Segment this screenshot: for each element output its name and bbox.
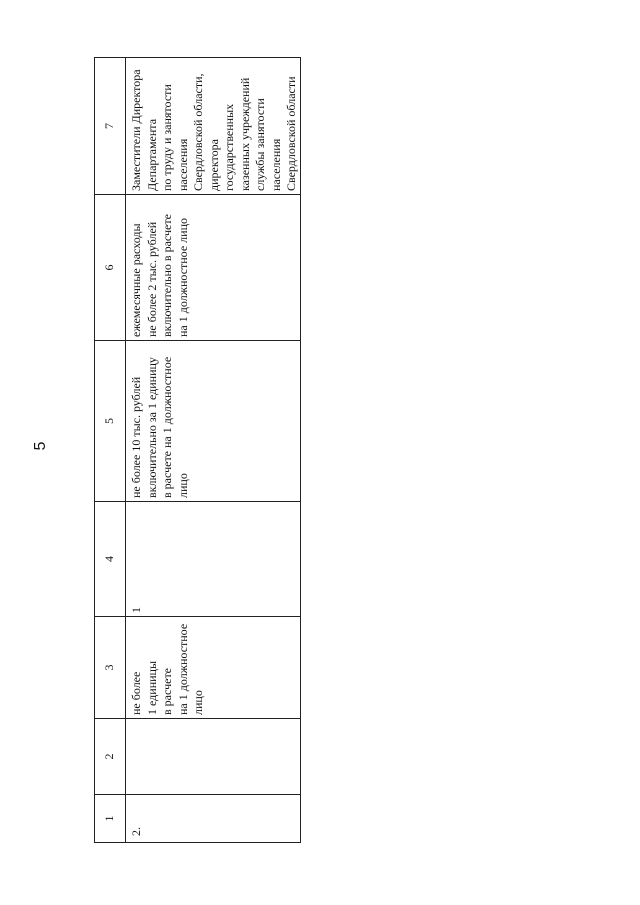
column-header-3: 3: [95, 617, 126, 719]
cell-text: не более 1 единицы в расчете на 1 должностное лицо: [129, 623, 205, 715]
table-container: [94, 58, 297, 843]
cell-col-2: [126, 719, 301, 795]
cell-positions: [126, 58, 301, 195]
cell-row-number: [126, 795, 301, 843]
page-number: 5: [32, 441, 49, 451]
data-table: [94, 57, 301, 843]
cell-monthly-expense: [126, 195, 301, 341]
table-header-row: [95, 58, 126, 843]
table-row: [126, 58, 301, 843]
column-header-5: 5: [95, 341, 126, 502]
rotated-table-frame: [94, 58, 297, 843]
cell-text: 1: [129, 607, 143, 613]
column-header-4: 4: [95, 502, 126, 617]
cell-text: не более 10 тыс. рублей включительно за 1 единицу в расчете на 1 должностное лицо: [129, 356, 190, 498]
column-header-1: 1: [95, 795, 126, 843]
cell-col-4: [126, 502, 301, 617]
column-header-7: 7: [95, 58, 126, 195]
cell-text: 2.: [129, 827, 143, 836]
cell-price-limit: [126, 341, 301, 502]
cell-text: Заместители Директора Департамента по труду и занятости населения Свердловской области, директора государственных казенных учреждений службы занятости населения Свердловской области: [129, 69, 298, 191]
cell-quantity-limit: [126, 617, 301, 719]
column-header-6: 6: [95, 195, 126, 341]
cell-text: ежемесячные расходы не более 2 тыс. рублей включительно в расчете на 1 должностное лицо: [129, 214, 190, 337]
column-header-2: 2: [95, 719, 126, 795]
